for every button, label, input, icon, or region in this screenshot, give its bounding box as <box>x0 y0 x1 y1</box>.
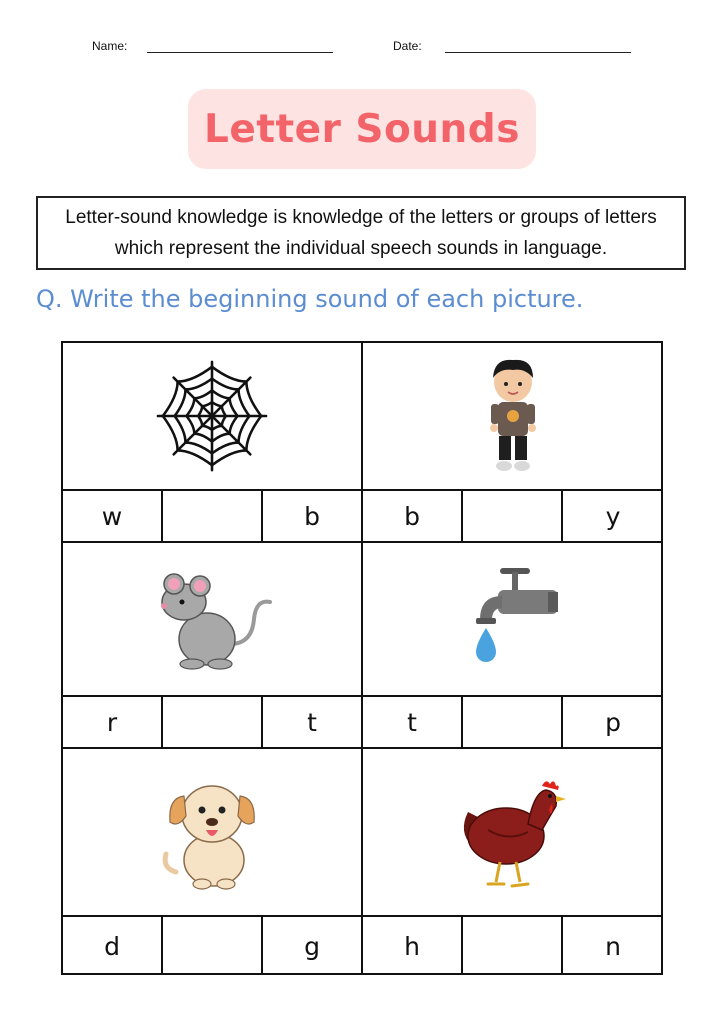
option-letter: r <box>106 707 118 737</box>
option-cell <box>363 917 463 975</box>
option-cell <box>263 697 363 749</box>
name-row <box>92 38 333 53</box>
option-cell <box>363 491 463 543</box>
option-letter: b <box>404 501 420 531</box>
description-text: Letter-sound knowledge is knowledge of the letters or groups of letters which represent the individual speech sounds in language. <box>65 207 657 259</box>
picture-cell-6 <box>363 749 663 917</box>
mouse-icon <box>152 564 272 674</box>
option-letter: b <box>304 501 320 531</box>
date-label: Date: <box>393 39 422 53</box>
option-letter: d <box>104 931 120 961</box>
option-cell <box>563 491 663 543</box>
answer-box[interactable] <box>163 491 263 543</box>
hen-icon <box>458 772 568 892</box>
tap-icon <box>468 564 558 674</box>
option-cell <box>563 697 663 749</box>
spider-web-icon <box>153 357 271 475</box>
picture-cell-5 <box>63 749 363 917</box>
date-field[interactable] <box>445 38 631 53</box>
picture-cell-1 <box>63 343 363 491</box>
option-letter: p <box>605 707 621 737</box>
option-letter: h <box>404 931 420 961</box>
answer-box[interactable] <box>163 917 263 975</box>
option-letter: g <box>304 931 320 961</box>
boy-icon <box>478 356 548 476</box>
option-letter: y <box>605 501 621 531</box>
name-field[interactable] <box>147 38 333 53</box>
answer-box[interactable] <box>463 917 563 975</box>
answer-box[interactable] <box>163 697 263 749</box>
option-cell <box>263 917 363 975</box>
option-cell <box>63 697 163 749</box>
answer-box[interactable] <box>463 491 563 543</box>
option-letter: t <box>307 707 317 737</box>
option-cell <box>263 491 363 543</box>
picture-cell-2 <box>363 343 663 491</box>
worksheet-grid <box>61 341 663 975</box>
page-title: Letter Sounds <box>204 106 520 152</box>
picture-cell-4 <box>363 543 663 697</box>
dog-icon <box>162 772 262 892</box>
title-banner <box>188 89 536 169</box>
description-box <box>36 196 686 270</box>
name-label: Name: <box>92 39 128 53</box>
picture-cell-3 <box>63 543 363 697</box>
answer-box[interactable] <box>463 697 563 749</box>
option-letter: w <box>101 501 123 531</box>
option-cell <box>563 917 663 975</box>
option-letter: t <box>407 707 417 737</box>
option-letter: n <box>605 931 621 961</box>
option-cell <box>363 697 463 749</box>
option-cell <box>63 491 163 543</box>
question-prompt: Q. Write the beginning sound of each picture. <box>36 285 584 313</box>
option-cell <box>63 917 163 975</box>
date-row <box>393 38 631 53</box>
